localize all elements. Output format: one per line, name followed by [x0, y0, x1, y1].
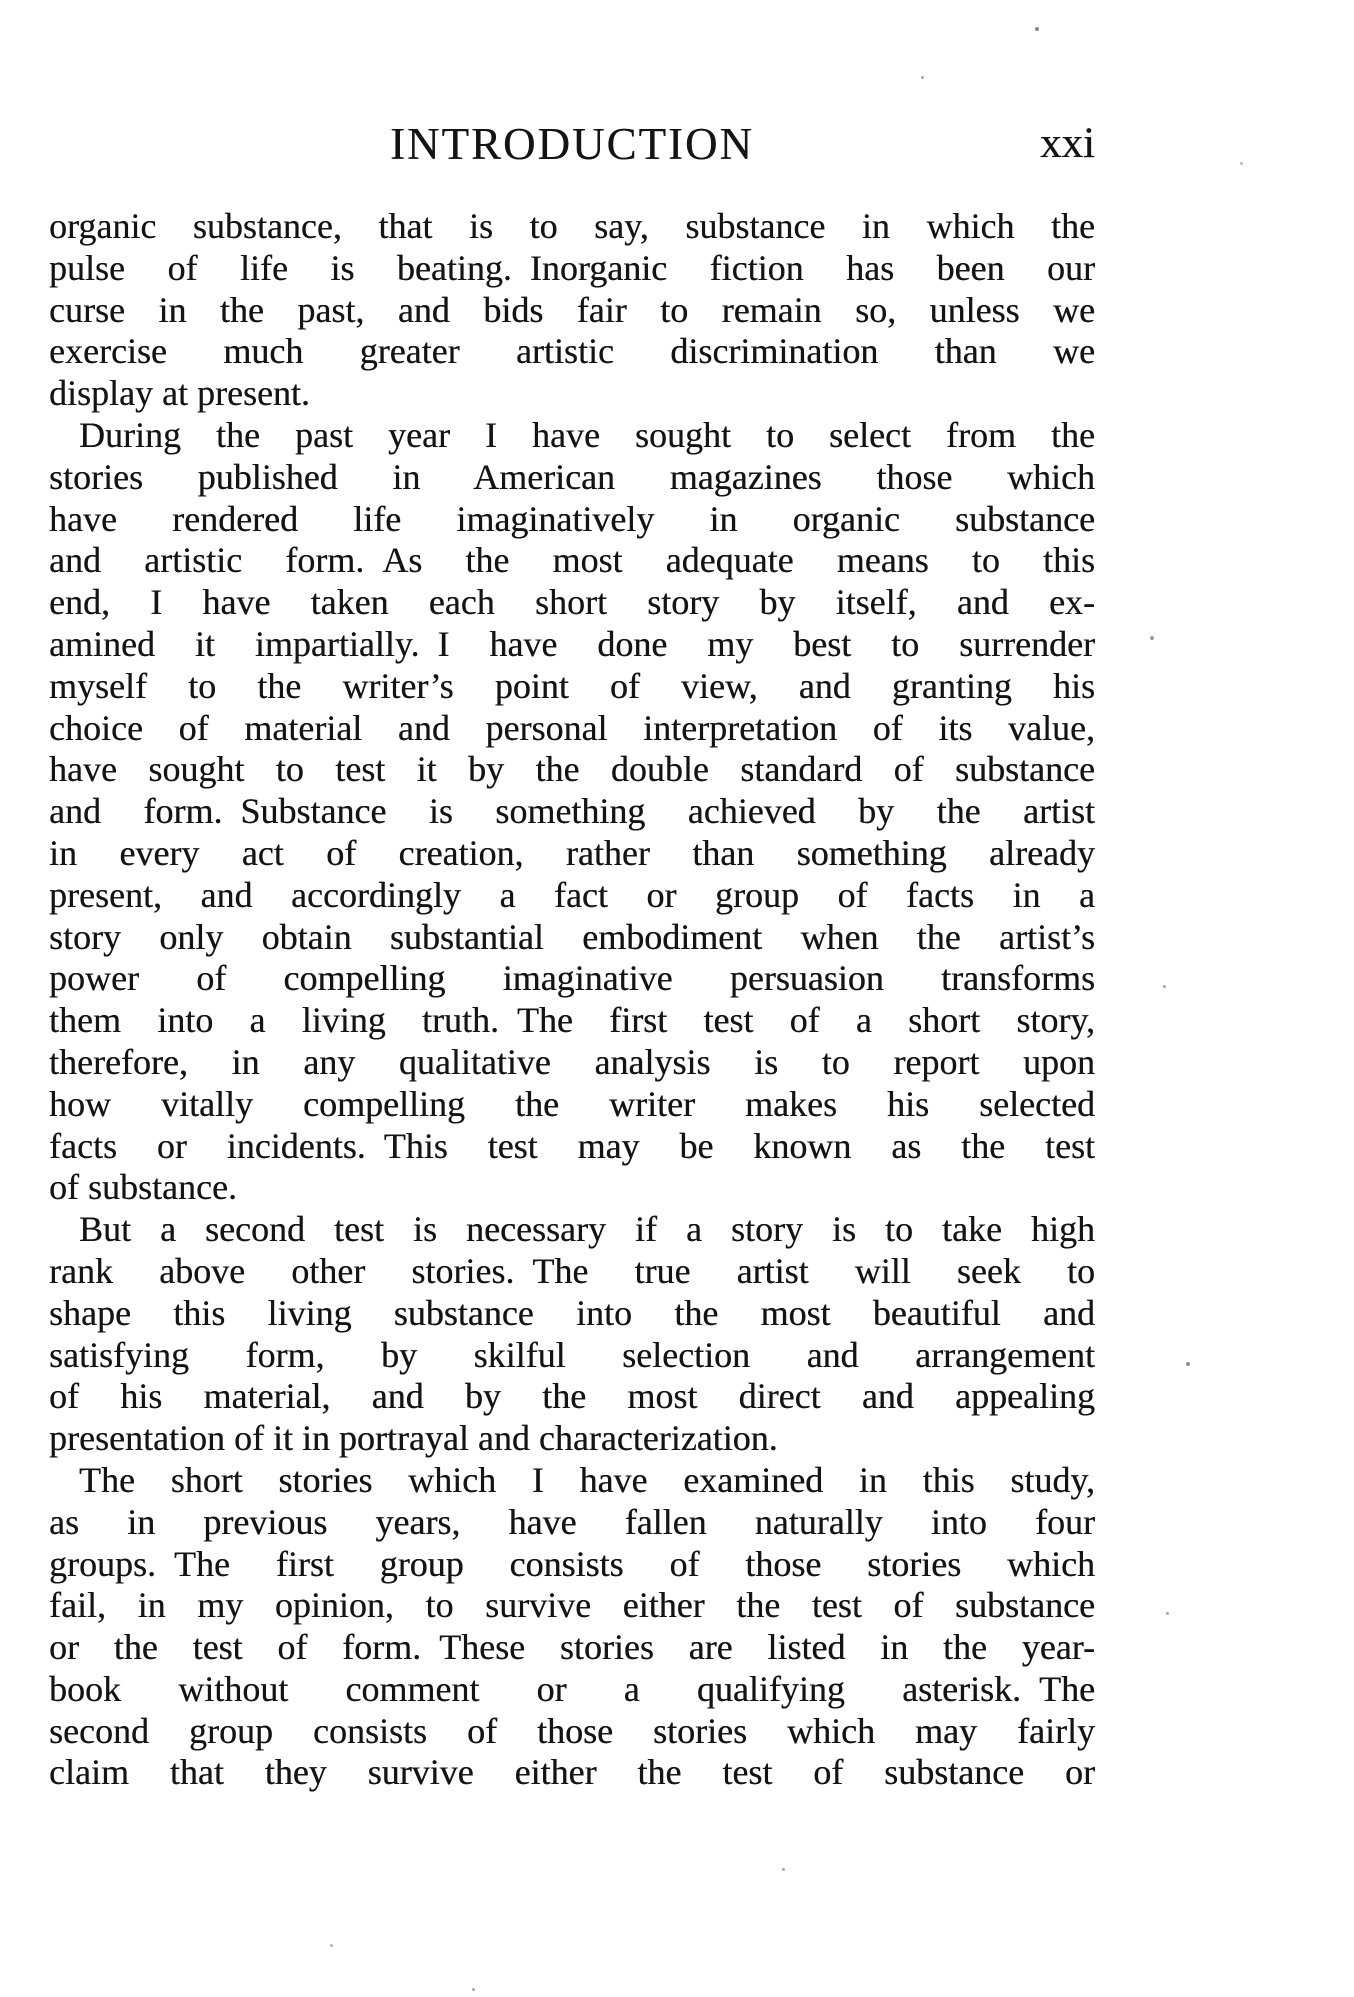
text-line: as in previous years, have fallen naturally into four: [49, 1501, 1095, 1542]
scan-speck: [330, 1944, 333, 1947]
text-line: and artistic form. As the most adequate means to this: [49, 540, 1095, 581]
text-line: of substance.: [49, 1167, 237, 1208]
text-line: choice of material and personal interpretation of its value,: [49, 707, 1095, 748]
text-line: rank above other stories. The true artist will seek to: [49, 1250, 1095, 1291]
page-number: xxi: [1040, 120, 1095, 167]
text-line: how vitally compelling the writer makes his selected: [49, 1083, 1095, 1124]
text-line: and form. Substance is something achieved by the artist: [49, 791, 1095, 832]
text-line: shape this living substance into the most beautiful and: [49, 1292, 1095, 1333]
text-line: satisfying form, by skilful selection and arrangement: [49, 1334, 1095, 1375]
text-line: or the test of form. These stories are listed in the year-: [49, 1627, 1095, 1668]
scan-speck: [1186, 1362, 1190, 1366]
text-line: pulse of life is beating. Inorganic fiction has been our: [49, 247, 1095, 288]
text-line: groups. The first group consists of those stories which: [49, 1543, 1095, 1584]
text-line: have sought to test it by the double standard of substance: [49, 749, 1095, 790]
text-line: myself to the writer’s point of view, and granting his: [49, 665, 1095, 706]
page-header: [49, 118, 1095, 170]
text-line: display at present.: [49, 373, 310, 414]
text-line: have rendered life imaginatively in organic substance: [49, 498, 1095, 539]
text-line: organic substance, that is to say, substance in which the: [49, 206, 1095, 246]
text-line: power of compelling imaginative persuasion transforms: [49, 958, 1095, 999]
text-line: presentation of it in portrayal and characterization.: [49, 1418, 778, 1459]
text-line: present, and accordingly a fact or group of facts in a: [49, 874, 1095, 915]
text-line: claim that they survive either the test of substance or: [49, 1752, 1095, 1793]
scan-speck: [1240, 162, 1243, 165]
scan-speck: [921, 76, 924, 79]
scan-speck: [1163, 985, 1166, 988]
scan-speck: [472, 1988, 475, 1991]
text-line: facts or incidents. This test may be known as the test: [49, 1125, 1095, 1166]
text-line: of his material, and by the most direct and appealing: [49, 1376, 1095, 1417]
text-line: story only obtain substantial embodiment when the artist’s: [49, 916, 1095, 957]
text-line: The short stories which I have examined in this study,: [79, 1459, 1095, 1500]
text-line: second group consists of those stories which may fairly: [49, 1710, 1095, 1751]
text-line: curse in the past, and bids fair to remain so, unless we: [49, 289, 1095, 330]
text-line: stories published in American magazines those which: [49, 456, 1095, 497]
scan-speck: [1035, 27, 1039, 31]
text-line: amined it impartially. I have done my best to surrender: [49, 623, 1095, 664]
text-line: therefore, in any qualitative analysis is to report upon: [49, 1041, 1095, 1082]
text-line: end, I have taken each short story by itself, and ex-: [49, 582, 1095, 623]
scan-speck: [1150, 636, 1154, 640]
text-line: book without comment or a qualifying asterisk. The: [49, 1668, 1095, 1709]
text-line: But a second test is necessary if a story is to take high: [79, 1209, 1095, 1250]
text-line: fail, in my opinion, to survive either the test of substance: [49, 1585, 1095, 1626]
text-line: During the past year I have sought to select from the: [79, 414, 1095, 455]
scan-speck: [1166, 1612, 1169, 1615]
chapter-title: INTRODUCTION: [390, 119, 754, 169]
text-line: them into a living truth. The first test of a short story,: [49, 1000, 1095, 1041]
scan-speck: [782, 1868, 785, 1871]
text-line: exercise much greater artistic discrimination than we: [49, 331, 1095, 372]
scan-speck: [86, 1780, 89, 1783]
text-line: in every act of creation, rather than something already: [49, 832, 1095, 873]
body-text: [49, 206, 1095, 1794]
